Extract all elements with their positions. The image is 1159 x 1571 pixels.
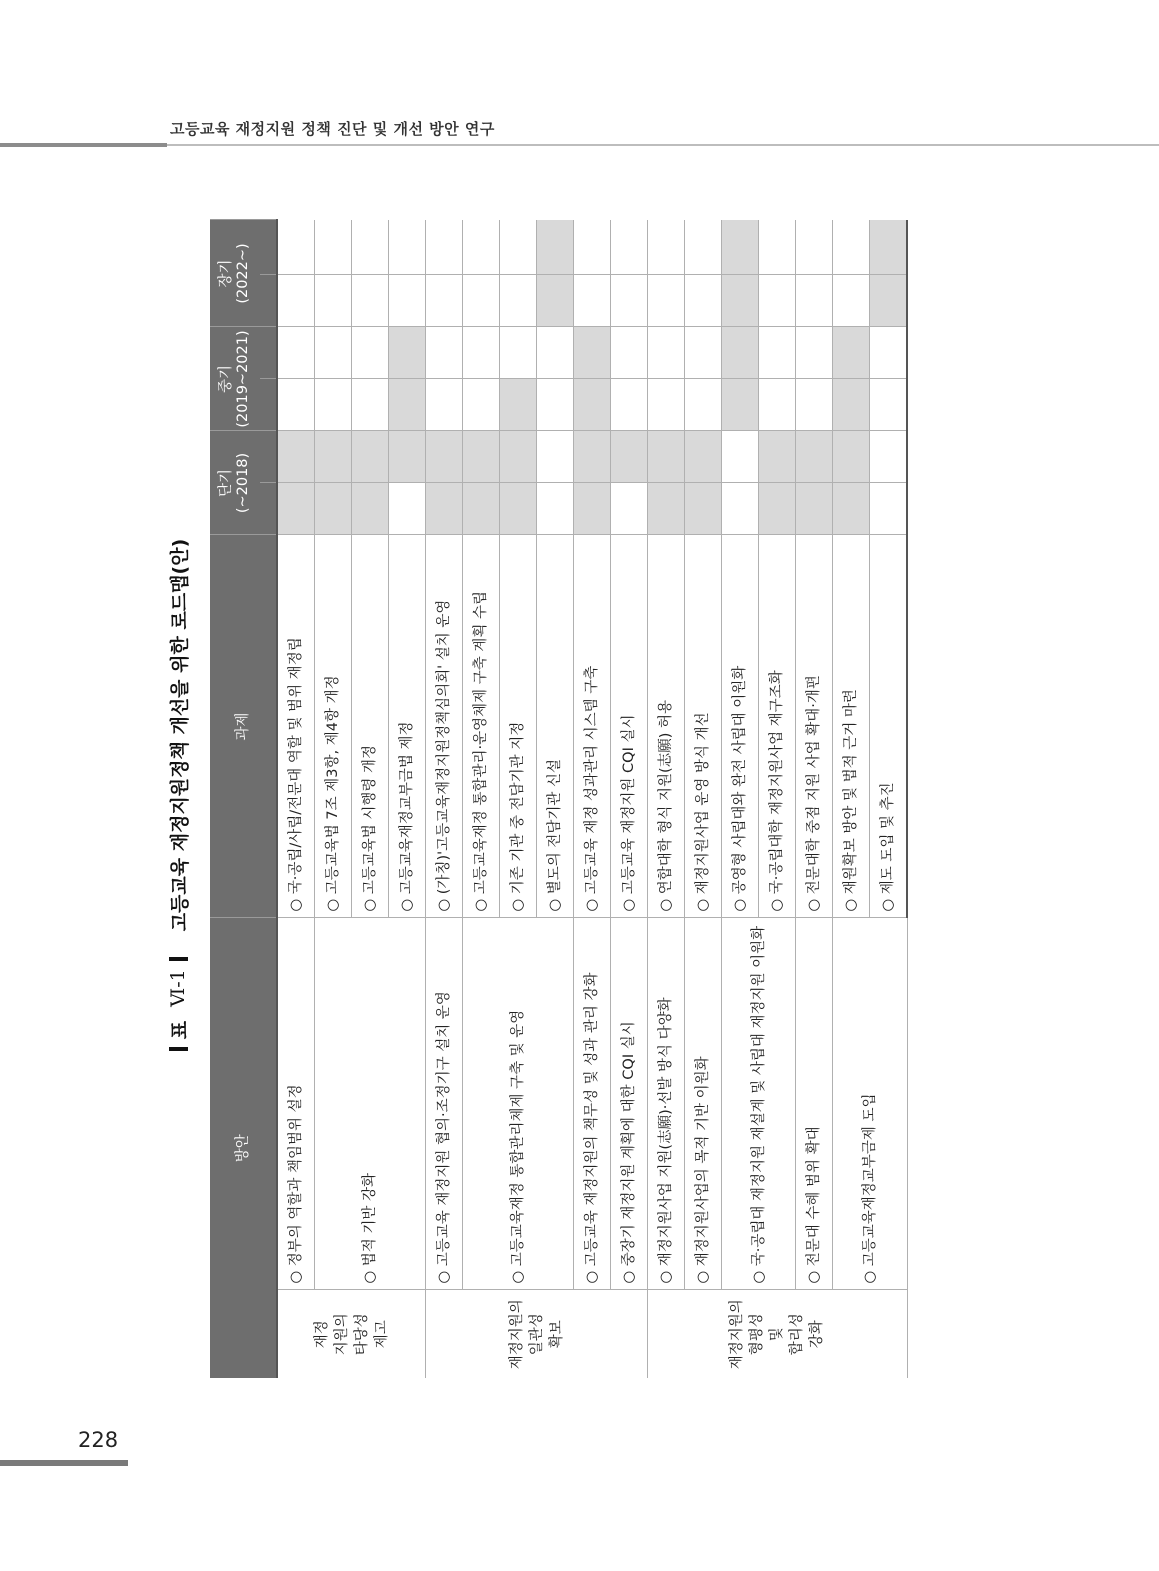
timeline-cell-active [574,379,611,431]
caption-number: Ⅵ-1 [167,969,189,1007]
roadmap-table [210,219,908,1378]
table-row [426,220,463,1378]
timeline-cell-empty [611,275,648,327]
timeline-cell-active [722,275,759,327]
timeline-cell-empty [796,327,833,379]
task-cell: ○ 고등교육 재정지원 CQI 실시 [611,535,648,918]
header-rule [0,143,167,147]
timeline-cell-empty [685,220,722,275]
timeline-cell-active [833,379,870,431]
timeline-cell-empty [722,431,759,483]
timeline-cell-empty [685,275,722,327]
timeline-cell-active [870,275,908,327]
timeline-cell-active [833,483,870,535]
timeline-cell-active [500,379,537,431]
running-header-title: 고등교육 재정지원 정책 진단 및 개선 방안 연구 [170,120,495,138]
timeline-cell-active [574,483,611,535]
timeline-cell-empty [537,431,574,483]
timeline-cell-active [389,431,426,483]
timeline-cell-empty [500,275,537,327]
timeline-cell-empty [796,275,833,327]
timeline-cell-active [870,220,908,275]
timeline-cell-active [722,379,759,431]
task-cell: ○ 고등교육법 7조 제3항, 제4항 개정 [315,535,352,918]
plan-cell: ○ 고등교육 재정지원의 책무성 및 성과 관리 강화 [574,918,611,1290]
timeline-cell-empty [352,379,389,431]
timeline-cell-empty [648,379,685,431]
plan-cell: ○ 정부의 역할과 책임범위 설정 [277,918,315,1290]
roadmap-body [277,220,907,1378]
timeline-cell-empty [426,220,463,275]
area-cell: 재정지원의 형평성 및 합리성 강화 [648,1290,908,1378]
header-rule-extension [167,144,1159,146]
table-row [833,220,870,1378]
timeline-cell-active [537,220,574,275]
timeline-cell-empty [277,327,315,379]
timeline-cell-active [352,483,389,535]
timeline-cell-active [648,483,685,535]
task-cell: ○ 재원확보 방안 및 법적 근거 마련 [833,535,870,918]
timeline-cell-active [722,327,759,379]
timeline-cell-empty [463,220,500,275]
timeline-cell-empty [500,220,537,275]
timeline-cell-empty [315,327,352,379]
timeline-cell-empty [611,483,648,535]
header-task: 과제 [210,535,277,918]
timeline-cell-empty [352,275,389,327]
table-row [685,220,722,1378]
timeline-cell-empty [759,379,796,431]
timeline-cell-active [352,431,389,483]
timeline-cell-active [833,431,870,483]
timeline-cell-active [833,327,870,379]
header-long-sub-1 [260,275,277,327]
timeline-cell-empty [426,379,463,431]
task-cell: ○ 별도의 전담기관 신설 [537,535,574,918]
caption-label: 표 [168,1020,191,1040]
timeline-cell-active [463,483,500,535]
plan-cell: ○ 고등교육재정교부금제 도입 [833,918,908,1290]
timeline-cell-active [426,483,463,535]
task-cell: ○ 기존 기관 중 전담기관 지정 [500,535,537,918]
timeline-cell-empty [500,327,537,379]
timeline-cell-active [315,483,352,535]
timeline-cell-empty [277,220,315,275]
timeline-cell-active [426,431,463,483]
timeline-cell-empty [611,379,648,431]
timeline-cell-active [685,431,722,483]
timeline-cell-active [315,431,352,483]
timeline-cell-empty [389,483,426,535]
plan-cell: ○ 고등교육재정 통합관리체제 구축 및 운영 [463,918,574,1290]
timeline-cell-active [277,483,315,535]
timeline-cell-empty [870,483,908,535]
timeline-cell-active [574,327,611,379]
task-cell: ○ 국·공립대학 재정지원사업 재구조화 [759,535,796,918]
timeline-cell-empty [426,327,463,379]
timeline-cell-empty [352,220,389,275]
timeline-cell-active [796,483,833,535]
timeline-cell-empty [648,327,685,379]
header-plan: 방안 [210,918,277,1378]
header-long-sub-2 [260,220,277,275]
timeline-cell-empty [315,275,352,327]
timeline-cell-empty [611,327,648,379]
timeline-cell-active [796,431,833,483]
task-cell: ○ 재정지원사업 운영 방식 개선 [685,535,722,918]
table-row [611,220,648,1378]
header-mid-sub-1 [260,379,277,431]
task-cell: ○ 전문대학 중점 지원 사업 확대·개편 [796,535,833,918]
timeline-cell-empty [722,483,759,535]
timeline-cell-active [648,431,685,483]
timeline-cell-empty [611,220,648,275]
timeline-cell-empty [277,379,315,431]
timeline-cell-empty [648,220,685,275]
plan-cell: ○ 법적 기반 강화 [315,918,426,1290]
timeline-cell-active [500,431,537,483]
timeline-cell-empty [463,379,500,431]
timeline-cell-active [389,379,426,431]
timeline-cell-active [277,431,315,483]
timeline-cell-active [537,275,574,327]
table-row [277,220,315,1378]
task-cell: ○ (가칭)'고등교육재정지원정책심의회' 설치 운영 [426,535,463,918]
area-cell: 재정 지원의 타당성 제고 [277,1290,426,1378]
timeline-cell-empty [315,379,352,431]
timeline-cell-empty [870,431,908,483]
task-cell: ○ 국·공립/사립/전문대 역할 및 범위 재정립 [277,535,315,918]
plan-cell: ○ 중장기 재정지원 계획에 대한 CQI 실시 [611,918,648,1290]
caption-bar-left [169,1047,188,1051]
timeline-cell-empty [389,275,426,327]
area-cell: 재정지원의 일관성 확보 [426,1290,648,1378]
timeline-cell-empty [796,220,833,275]
timeline-cell-empty [648,275,685,327]
task-cell: ○ 제도 도입 및 추진 [870,535,908,918]
timeline-cell-empty [833,220,870,275]
timeline-cell-empty [833,275,870,327]
table-row [463,220,500,1378]
timeline-cell-active [759,483,796,535]
header-mid-term: 중기 (2019~2021) [210,327,260,431]
plan-cell: ○ 고등교육 재정지원 협의·조정기구 설치 운영 [426,918,463,1290]
plan-cell: ○ 재정지원사업의 목적 기반 이원화 [685,918,722,1290]
timeline-cell-active [722,220,759,275]
timeline-cell-active [500,483,537,535]
timeline-cell-empty [574,220,611,275]
timeline-cell-empty [426,275,463,327]
timeline-cell-empty [685,327,722,379]
caption-bar-right [169,957,188,961]
caption-title: 고등교육 재정지원정책 개선을 위한 로드맵(안) [168,538,191,932]
plan-cell: ○ 전문대 수혜 범위 확대 [796,918,833,1290]
timeline-cell-empty [537,327,574,379]
table-row [315,220,352,1378]
timeline-cell-empty [537,483,574,535]
timeline-cell-active [574,431,611,483]
header-short-term: 단기 (~2018) [210,431,260,535]
timeline-cell-empty [759,275,796,327]
timeline-cell-empty [277,275,315,327]
header-short-sub-2 [260,431,277,483]
timeline-cell-empty [685,379,722,431]
timeline-cell-active [759,431,796,483]
timeline-cell-empty [352,327,389,379]
timeline-cell-active [611,431,648,483]
timeline-cell-empty [574,275,611,327]
timeline-cell-empty [537,379,574,431]
timeline-cell-active [389,327,426,379]
task-cell: ○ 고등교육 재정 성과관리 시스템 구축 [574,535,611,918]
timeline-cell-empty [315,220,352,275]
header-long-term: 장기 (2022~) [210,220,260,327]
header-mid-sub-2 [260,327,277,379]
task-cell: ○ 고등교육법 시행령 개정 [352,535,389,918]
task-cell: ○ 고등교육재정 통합관리·운영체제 구축 계획 수립 [463,535,500,918]
table-row [648,220,685,1378]
timeline-cell-empty [389,220,426,275]
timeline-cell-empty [463,275,500,327]
header-short-sub-1 [260,483,277,535]
table-row [574,220,611,1378]
plan-cell: ○ 재정지원사업 지원(志願)·선발 방식 다양화 [648,918,685,1290]
timeline-cell-active [685,483,722,535]
timeline-cell-empty [759,220,796,275]
timeline-cell-empty [870,379,908,431]
timeline-cell-empty [759,327,796,379]
table-caption [158,220,198,1378]
plan-cell: ○ 국·공립대 재정지원 재설계 및 사립대 재정지원 이원화 [722,918,796,1290]
page-number: 228 [78,1428,119,1452]
timeline-cell-empty [463,327,500,379]
footer-rule [0,1460,128,1466]
timeline-cell-empty [870,327,908,379]
task-cell: ○ 고등교육재정교부금법 제정 [389,535,426,918]
task-cell: ○ 연합대학 형식 지원(志願) 허용 [648,535,685,918]
task-cell: ○ 공영형 사립대와 완전 사립대 이원화 [722,535,759,918]
table-row [722,220,759,1378]
timeline-cell-active [463,431,500,483]
rotated-table-region [167,220,902,1378]
timeline-cell-empty [796,379,833,431]
table-row [796,220,833,1378]
